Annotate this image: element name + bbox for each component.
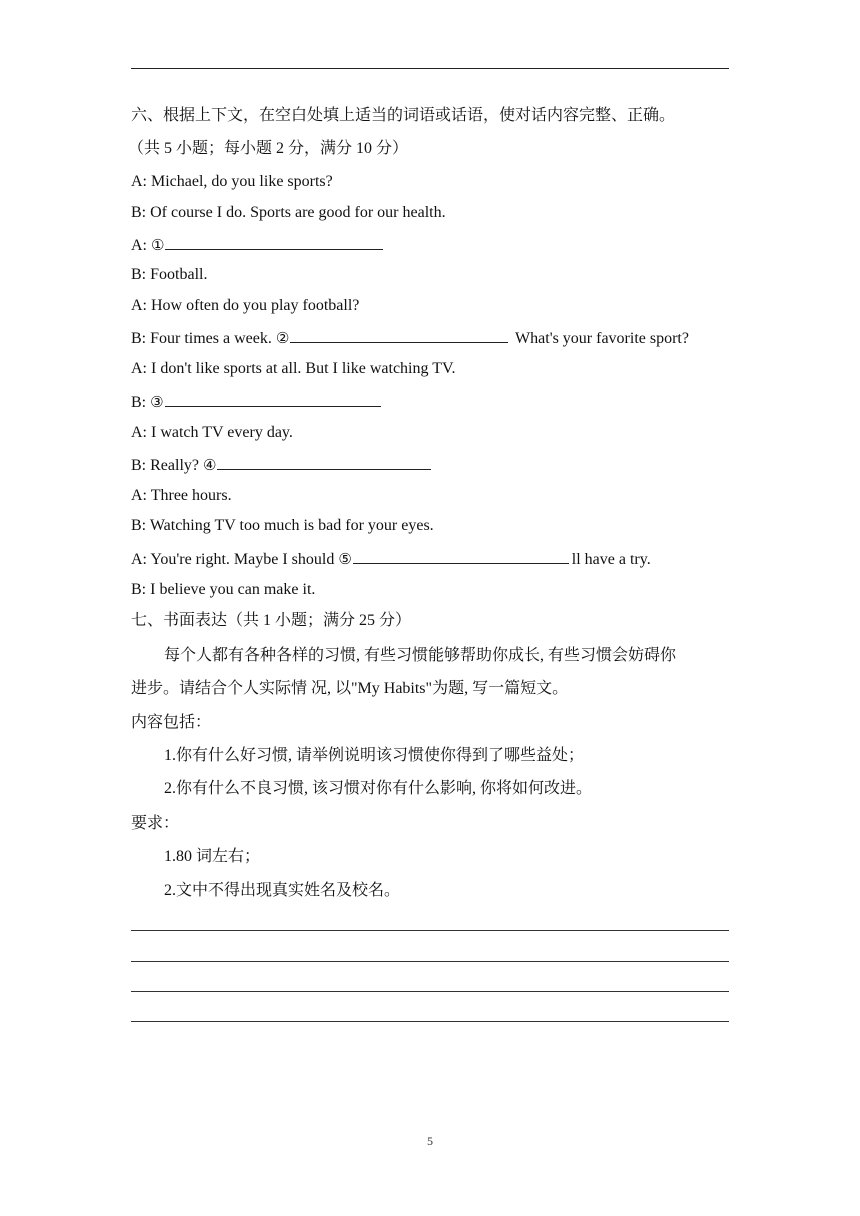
dialogue-after-text: What's your favorite sport? [511, 330, 689, 347]
requirements-label: 要求： [131, 815, 180, 832]
dialogue-line-10 [131, 454, 434, 476]
writing-line[interactable] [131, 1021, 729, 1022]
header-rule [131, 68, 729, 69]
section7-prompt-line-2: 进步。请结合个人实际情 况, 以"My Habits"为题, 写一篇短文。 [131, 680, 569, 697]
answer-blank-4[interactable] [217, 454, 431, 470]
dialogue-line-9: A: I watch TV every day. [131, 424, 293, 441]
dialogue-speaker-text: B: [131, 394, 151, 411]
blank-marker-2: ② [275, 329, 290, 347]
section6-points: （共 5 小题；每小题 2 分，满分 10 分） [128, 140, 409, 157]
dialogue-line-2: B: Of course I do. Sports are good for our health. [131, 204, 446, 221]
writing-line[interactable] [131, 991, 729, 992]
content-item-1: 1.你有什么好习惯, 请举例说明该习惯使你得到了哪些益处； [164, 747, 585, 764]
dialogue-line-3 [131, 234, 386, 256]
dialogue-speaker-text: B: Four times a week. [131, 330, 276, 347]
dialogue-after-text: ll have a try. [571, 551, 651, 568]
writing-line[interactable] [131, 961, 729, 962]
dialogue-speaker-text: A: You're right. Maybe I should [131, 551, 339, 568]
dialogue-line-12: B: Watching TV too much is bad for your eyes. [131, 517, 434, 534]
page-number: 5 [427, 1134, 433, 1148]
dialogue-line-1: A: Michael, do you like sports? [131, 173, 333, 190]
answer-blank-1[interactable] [165, 234, 383, 250]
answer-blank-2[interactable] [290, 327, 508, 343]
answer-blank-5[interactable] [353, 548, 569, 564]
dialogue-line-7: A: I don't like sports at all. But I like watching TV. [131, 360, 456, 377]
dialogue-line-8 [131, 391, 384, 413]
blank-marker-5: ⑤ [338, 550, 352, 568]
dialogue-line-14: B: I believe you can make it. [131, 581, 316, 598]
content-item-2: 2.你有什么不良习惯, 该习惯对你有什么影响, 你将如何改进。 [164, 780, 593, 797]
blank-marker-4: ④ [202, 456, 217, 474]
section7-heading: 七、书面表达（共 1 小题；满分 25 分） [131, 612, 412, 629]
writing-line[interactable] [131, 930, 729, 931]
dialogue-line-11: A: Three hours. [131, 487, 232, 504]
dialogue-speaker-text: A: [131, 237, 151, 254]
dialogue-speaker-text: B: Really? [131, 457, 203, 474]
dialogue-line-4: B: Football. [131, 266, 208, 283]
dialogue-line-13 [131, 548, 651, 570]
content-label: 内容包括： [131, 714, 212, 731]
dialogue-line-5: A: How often do you play football? [131, 297, 360, 314]
section6-heading: 六、根据上下文，在空白处填上适当的词语或话语，使对话内容完整、正确。 [131, 107, 676, 124]
blank-marker-3: ③ [150, 393, 164, 411]
dialogue-line-6 [131, 327, 689, 349]
section7-prompt-line-1: 每个人都有各种各样的习惯, 有些习惯能够帮助你成长, 有些习惯会妨碍你 [164, 647, 677, 664]
answer-blank-3[interactable] [165, 391, 381, 407]
requirement-1: 1.80 词左右； [164, 848, 261, 865]
blank-marker-1: ① [151, 236, 165, 254]
requirement-2: 2.文中不得出现真实姓名及校名。 [164, 882, 401, 899]
